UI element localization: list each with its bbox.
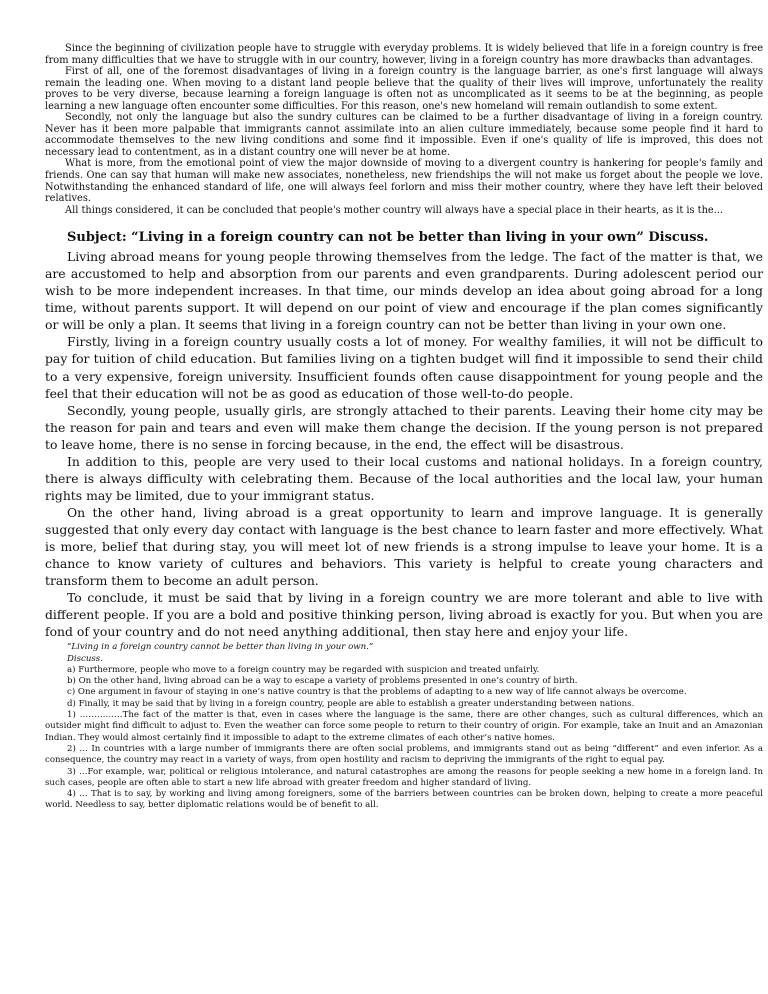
exercise-option-c: c) One argument in favour of staying in one’s native country is that the problems of adapting to a new way of life cannot always be overcome. (67, 687, 687, 698)
essay-one-paragraph-4: What is more, from the emotional point of view the major downside of moving to a divergent country is hankering for people's family and friends. One can say that human will make new associates, nonetheless, new friendships the will not make us forget about the people we love. Notwithstanding the enhanced standard of life, one will always feel forlorn and miss their mother country, where they have left their beloved relatives. (45, 158, 763, 205)
exercise-option-a: a) Furthermore, people who move to a foreign country may be regarded with suspicion and treated unfairly. (67, 664, 540, 675)
exercise-discuss-label: Discuss. (67, 653, 103, 664)
essay-two-paragraph-1: Living abroad means for young people throwing themselves from the ledge. The fact of the matter is that, we are accustomed to help and absorption from our parents and even grandparents. During adolescent period our wish to be more independent increases. In that time, our minds develop an idea about going abroad for a long time, without parents support. It will depend on our point of view and encourage if the plan comes significantly or will be only a plan. It seems that living in a foreign country can not be better than living in your own one. (45, 249, 763, 333)
essay-two-paragraph-5: On the other hand, living abroad is a great opportunity to learn and improve language. It is generally suggested that only every day contact with language is the best chance to learn faster and more effectively. What is more, belief that during stay, you will meet lot of new friends is a strong impulse to leave your home. It is a chance to know variety of cultures and behaviors. This variety is helpful to create young characters and transform them to become an adult person. (45, 504, 763, 589)
essay-one-paragraph-2: First of all, one of the foremost disadvantages of living in a foreign country is the language barrier, as one's first language will always remain the leading one. When moving to a distant land people believe that the quality of their lives will improve, unfortunately the reality proves to be very diverse, because learning a foreign language is often not as uncomplicated as it seems to be at the beginning, as people learning a new language often encounter some difficulties. For this reason, one's new homeland will remain outlandish to some extent. (45, 66, 763, 112)
essay-two-paragraph-6: To conclude, it must be said that by living in a foreign country we are more tolerant and able to live with different people. If you are a bold and positive thinking person, living abroad is exactly for you. But when you are fond of your country and do not need anything additional, then stay here and enjoy your life. (45, 590, 763, 640)
essay-one-paragraph-1: Since the beginning of civilization people have to struggle with everyday problems. It is widely believed that life in a foreign country is free from many difficulties that we have to struggle with in our country, however, living in a foreign country has more drawbacks than advantages. (45, 43, 763, 66)
exercise-paragraph-1: 1) ……………The fact of the matter is that, even in cases where the language is the same, there are other changes, such as cultural differences, which an outsider might find difficult to adjust to. Even the weather can force some people to return to their country of origin. For example, take an Inuit and an Amazonian Indian. They would almost certainly find it impossible to adapt to the extreme climates of each other’s native homes. (45, 710, 763, 743)
document-page (45, 43, 763, 812)
essay-one-paragraph-3: Secondly, not only the language but also the sundry cultures can be claimed to be a further disadvantage of living in a foreign country. Never has it been more palpable that immigrants cannot assimilate into an alien culture immediately, because some people find it hard to accommodate themselves to the new living conditions and some find it impossible. Even if one's quality of life is improved, this does not necessary lead to contentment, as in a distant country one will never be at home. (45, 112, 763, 158)
exercise-option-b: b) On the other hand, living abroad can be a way to escape a variety of problems presented in one’s country of birth. (67, 676, 578, 687)
exercise-option-d: d) Finally, it may be said that by living in a foreign country, people are able to establish a greater understanding between nations. (67, 698, 635, 709)
essay-one-paragraph-5: All things considered, it can be concluded that people's mother country will always have a special place in their hearts, as it is the... (65, 204, 724, 216)
essay-two-paragraph-3: Secondly, young people, usually girls, are strongly attached to their parents. Leaving their home city may be the reason for pain and tears and even will make them change the decision. If the young person is not prepared to leave home, there is no sense in forcing because, in the end, the effect will be disastrous. (45, 402, 763, 452)
exercise-paragraph-3: 3) …For example, war, political or religious intolerance, and natural catastrophes are among the reasons for people seeking a new home in a foreign land. In such cases, people are often able to start a new life abroad with greater freedom and higher standard of living. (45, 766, 763, 788)
essay-one (45, 43, 763, 216)
essay-two-paragraph-4: In addition to this, people are very used to their local customs and national holidays. In a foreign country, there is always difficulty with celebrating them. Because of the local authorities and the local law, your human rights may be limited, due to your immigrant status. (45, 453, 763, 503)
exercise-paragraph-4: 4) … That is to say, by working and living among foreigners, some of the barriers between countries can be broken down, helping to create a more peaceful world. Needless to say, better diplomatic relations would be of benefit to all. (45, 789, 763, 811)
exercise-quote: “Living in a foreign country cannot be better than living in your own.” (67, 642, 374, 653)
essay-two-subject-heading: Subject: “Living in a foreign country can not be better than living in your own” Discuss. (67, 230, 709, 246)
exercise-notes (45, 642, 763, 811)
essay-two-paragraph-2: Firstly, living in a foreign country usually costs a lot of money. For wealthy families, it will not be difficult to pay for tuition of child education. But families living on a tighten budget will find it impossible to send their child to a very expensive, foreign university. Insufficient founds often cause disappointment for young people and the feel that their education will not be as good as education of those well-to-do people. (45, 334, 763, 401)
essay-two (45, 230, 763, 640)
exercise-paragraph-2: 2) … In countries with a large number of immigrants there are often social problems, and immigrants stand out as being “different” and even inferior. As a consequence, the country may react in a variety of ways, from open hostility and racism to depriving the immigrants of the right to equal pay. (45, 743, 763, 766)
